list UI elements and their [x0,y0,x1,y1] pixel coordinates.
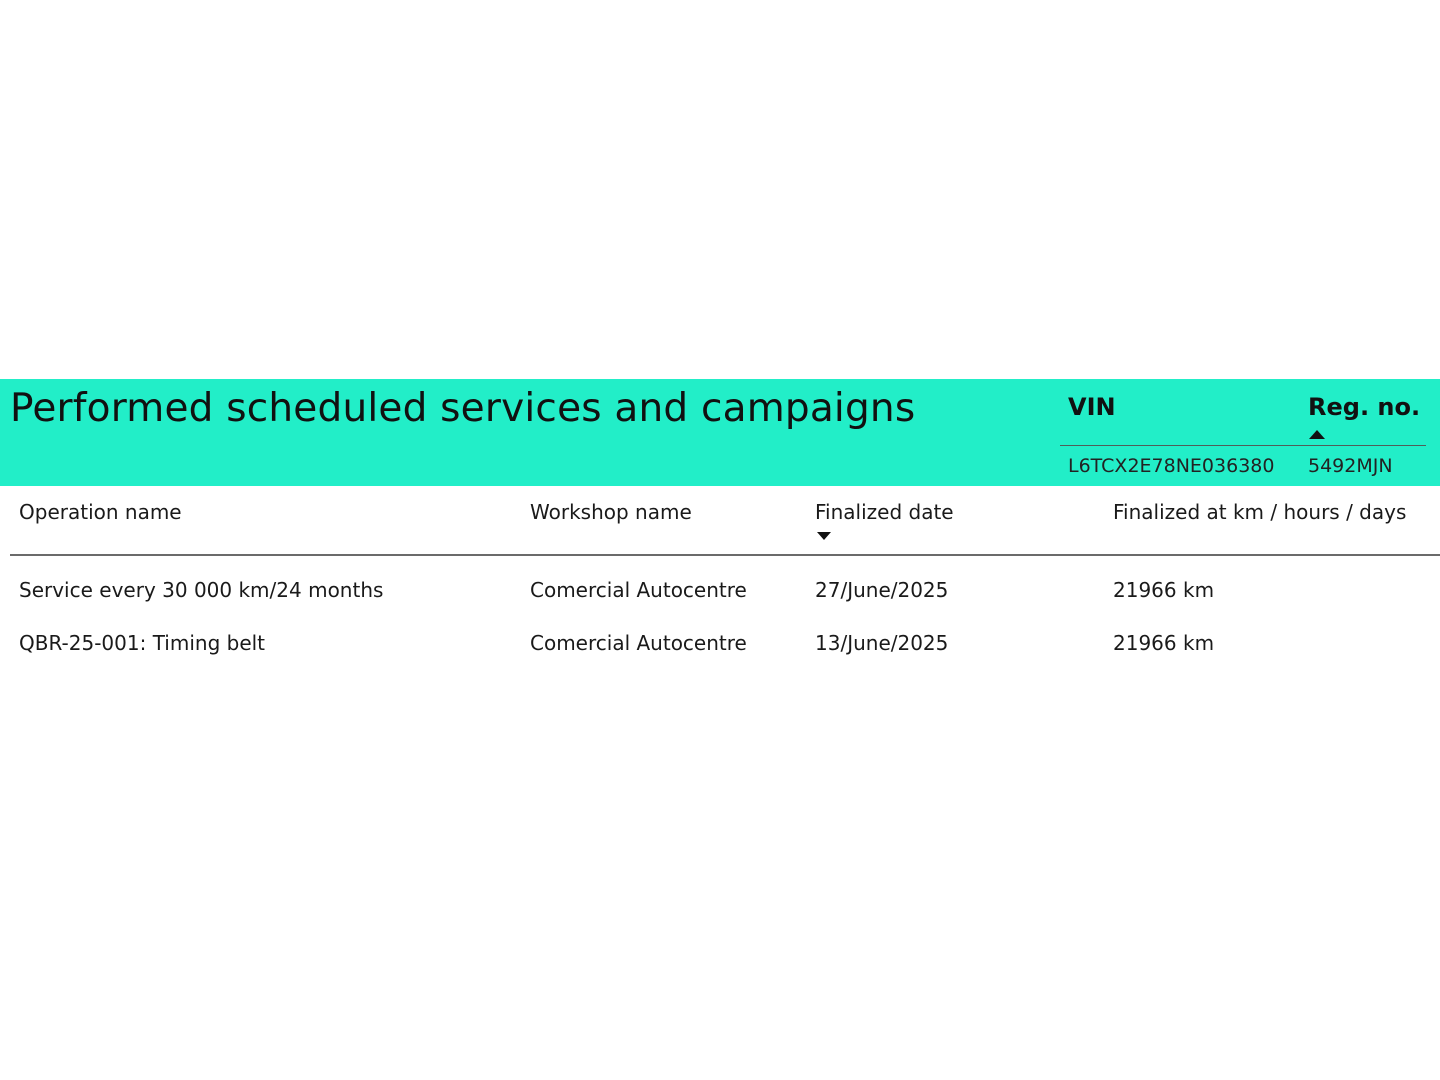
operation-name-column-header[interactable]: Operation name [19,500,182,524]
vin-value: L6TCX2E78NE036380 [1068,455,1275,477]
operation-name-cell: Service every 30 000 km/24 months [19,578,384,602]
workshop-name-cell: Comercial Autocentre [530,578,747,602]
finalized-at-column-header[interactable]: Finalized at km / hours / days [1113,500,1407,524]
vehicle-info-table [1060,379,1426,486]
finalized-date-column-header[interactable]: Finalized date [815,500,954,524]
reg-no-value: 5492MJN [1308,455,1393,477]
report-title: Performed scheduled services and campaigns [10,386,916,431]
table-row [0,578,1440,618]
workshop-name-cell: Comercial Autocentre [530,631,747,655]
workshop-name-column-header[interactable]: Workshop name [530,500,692,524]
service-report [0,379,1440,686]
vehicle-header-divider [1060,445,1426,446]
reg-no-column-header[interactable]: Reg. no. [1308,393,1421,421]
table-header-divider [10,554,1440,556]
finalized-at-cell: 21966 km [1113,578,1215,602]
sort-descending-icon [817,532,831,540]
sort-ascending-icon [1309,430,1325,439]
operations-table [0,486,1440,686]
table-row [0,631,1440,671]
finalized-at-cell: 21966 km [1113,631,1215,655]
report-banner [0,379,1440,486]
finalized-date-cell: 27/June/2025 [815,578,949,602]
operation-name-cell: QBR-25-001: Timing belt [19,631,266,655]
finalized-date-cell: 13/June/2025 [815,631,949,655]
vin-column-header[interactable]: VIN [1068,393,1116,421]
